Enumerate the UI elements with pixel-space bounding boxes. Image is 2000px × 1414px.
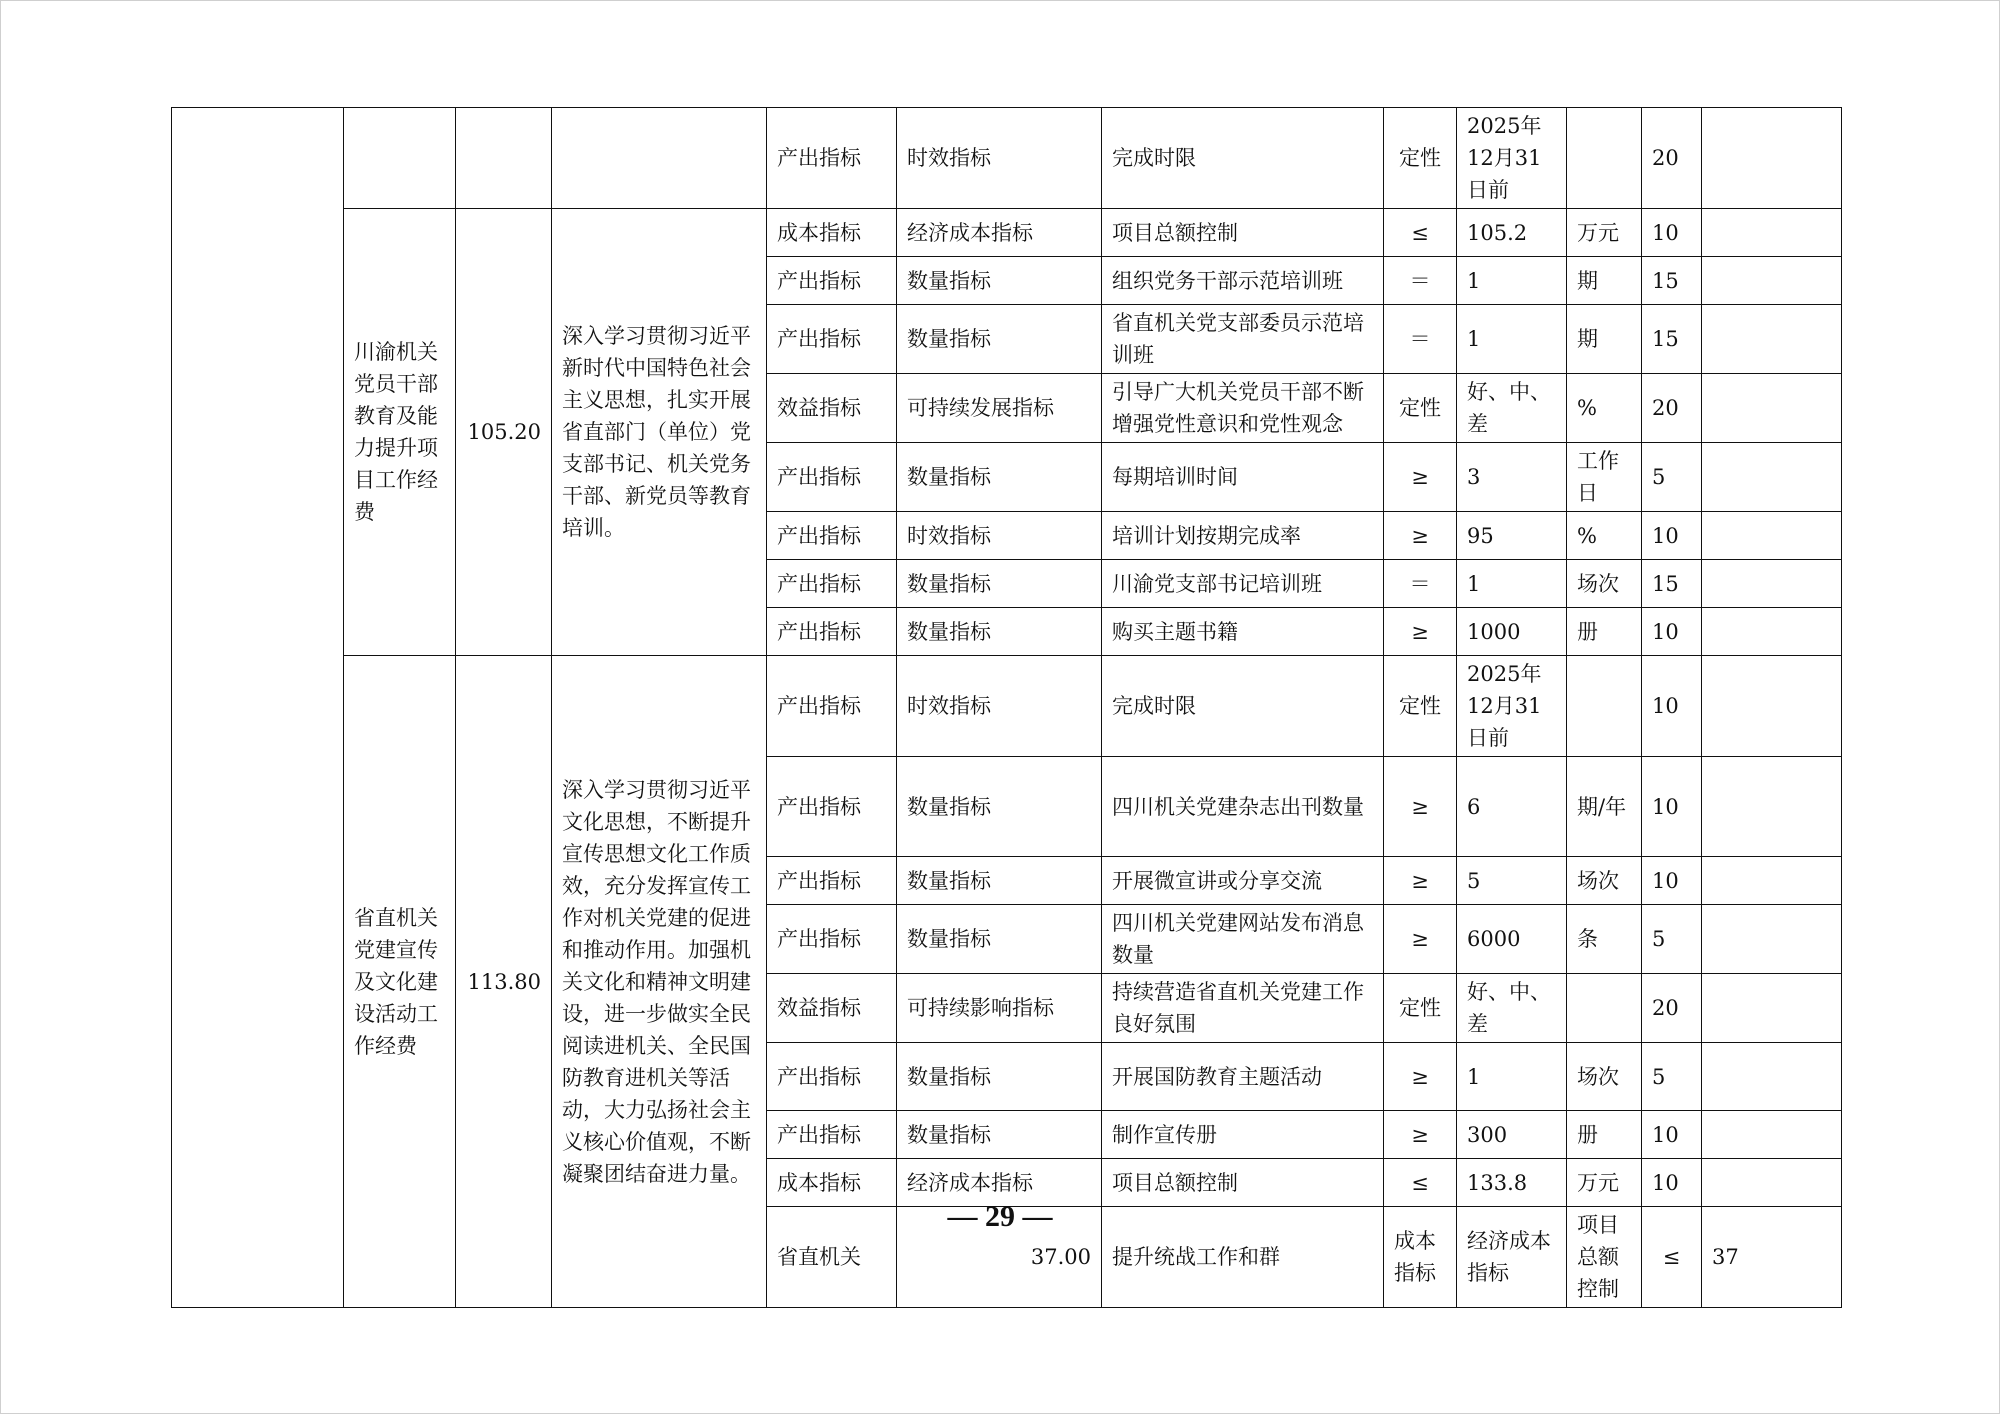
indicator-weight: 20 [1642,374,1702,443]
indicator-unit: 万元 [1567,209,1642,257]
indicator-value: 300 [1457,1111,1567,1159]
indicator-value: 37 [1702,1207,1842,1308]
indicator-weight: 15 [1642,257,1702,305]
indicator-operator: 定性 [1384,656,1457,757]
indicator-unit [1567,656,1642,757]
indicator-value: 1 [1457,560,1567,608]
indicator-value: 2025年12月31日前 [1457,108,1567,209]
indicator-category: 成本指标 [1384,1207,1457,1308]
indicator-unit: 册 [1567,608,1642,656]
indicator-subcategory: 时效指标 [897,108,1102,209]
indicator-unit: 场次 [1567,857,1642,905]
performance-indicator-table [171,107,1842,1308]
indicator-weight: 10 [1642,857,1702,905]
indicator-category: 产出指标 [767,608,897,656]
remark-cell [1702,560,1842,608]
indicator-unit: 期 [1567,257,1642,305]
indicator-name: 持续营造省直机关党建工作良好氛围 [1102,974,1384,1043]
indicator-weight: 20 [1642,108,1702,209]
project-name: 省直机关党建宣传及文化建设活动工作经费 [344,656,456,1308]
indicator-category: 产出指标 [767,305,897,374]
indicator-name: 四川机关党建网站发布消息数量 [1102,905,1384,974]
indicator-value: 好、中、差 [1457,974,1567,1043]
indicator-value: 5 [1457,857,1567,905]
indicator-unit: % [1567,374,1642,443]
indicator-name: 每期培训时间 [1102,443,1384,512]
indicator-name: 完成时限 [1102,656,1384,757]
project-amount: 105.20 [456,209,552,656]
indicator-unit: 条 [1567,905,1642,974]
indicator-subcategory: 数量指标 [897,443,1102,512]
indicator-weight: 10 [1642,1111,1702,1159]
indicator-unit: 期 [1567,305,1642,374]
indicator-category: 产出指标 [767,757,897,857]
indicator-weight: 10 [1642,757,1702,857]
indicator-category: 效益指标 [767,974,897,1043]
indicator-operator: ≥ [1384,1111,1457,1159]
indicator-subcategory: 数量指标 [897,560,1102,608]
indicator-category: 产出指标 [767,257,897,305]
page-number: — 29 — [947,1200,1053,1233]
remark-cell [1702,374,1842,443]
indicator-name: 省直机关党支部委员示范培训班 [1102,305,1384,374]
indicator-value: 6000 [1457,905,1567,974]
indicator-unit: 场次 [1567,1043,1642,1111]
indicator-name: 开展微宣讲或分享交流 [1102,857,1384,905]
indicator-name: 开展国防教育主题活动 [1102,1043,1384,1111]
indicator-category: 产出指标 [767,1043,897,1111]
indicator-category: 效益指标 [767,374,897,443]
indicator-name: 制作宣传册 [1102,1111,1384,1159]
project-name: 川渝机关党员干部教育及能力提升项目工作经费 [344,209,456,656]
remark-cell [1702,656,1842,757]
indicator-unit [1567,108,1642,209]
indicator-name: 完成时限 [1102,108,1384,209]
indicator-name: 项目总额控制 [1102,1159,1384,1207]
indicator-subcategory: 可持续发展指标 [897,374,1102,443]
indicator-subcategory: 可持续影响指标 [897,974,1102,1043]
indicator-operator: ≤ [1384,1159,1457,1207]
remark-cell [1702,608,1842,656]
indicator-category: 产出指标 [767,443,897,512]
indicator-subcategory: 数量指标 [897,857,1102,905]
indicator-category: 成本指标 [767,209,897,257]
indicator-name: 组织党务干部示范培训班 [1102,257,1384,305]
remark-cell [1702,757,1842,857]
table-row [172,209,1842,257]
indicator-subcategory: 时效指标 [897,512,1102,560]
indicator-subcategory: 数量指标 [897,905,1102,974]
indicator-weight: 10 [1642,209,1702,257]
indicator-value: 好、中、差 [1457,374,1567,443]
indicator-subcategory: 时效指标 [897,656,1102,757]
indicator-unit: 工作日 [1567,443,1642,512]
indicator-name: 项目总额控制 [1567,1207,1642,1308]
remark-cell [1702,512,1842,560]
indicator-operator: 定性 [1384,108,1457,209]
project-amount: 37.00 [897,1207,1102,1308]
indicator-value: 3 [1457,443,1567,512]
indicator-operator: ≤ [1384,209,1457,257]
indicator-subcategory: 数量指标 [897,305,1102,374]
indicator-value: 1 [1457,305,1567,374]
remark-cell [1702,905,1842,974]
indicator-operator: ＝ [1384,305,1457,374]
indicator-operator: ≥ [1384,443,1457,512]
table-row [172,108,1842,209]
project-amount-cell-blank [456,108,552,209]
indicator-category: 产出指标 [767,857,897,905]
indicator-operator: ≥ [1384,1043,1457,1111]
indicator-name: 川渝党支部书记培训班 [1102,560,1384,608]
indicator-subcategory: 经济成本指标 [1457,1207,1567,1308]
indicator-unit: % [1567,512,1642,560]
indicator-weight: 5 [1642,1043,1702,1111]
project-goal-cell-blank [552,108,767,209]
remark-cell [1702,108,1842,209]
indicator-value: 1 [1457,1043,1567,1111]
indicator-unit: 期/年 [1567,757,1642,857]
indicator-weight: 20 [1642,974,1702,1043]
indicator-operator: 定性 [1384,374,1457,443]
indicator-unit: 万元 [1567,1159,1642,1207]
indicator-weight: 10 [1642,512,1702,560]
indicator-category: 产出指标 [767,1111,897,1159]
indicator-weight: 5 [1642,443,1702,512]
project-goal: 深入学习贯彻习近平新时代中国特色社会主义思想，扎实开展省直部门（单位）党支部书记、机关党务干部、新党员等教育培训。 [552,209,767,656]
indicator-value: 1 [1457,257,1567,305]
indicator-operator: ≥ [1384,757,1457,857]
project-amount: 113.80 [456,656,552,1308]
indicator-operator: ≥ [1384,512,1457,560]
remark-cell [1702,443,1842,512]
remark-cell [1702,857,1842,905]
indicator-subcategory: 经济成本指标 [897,209,1102,257]
indicator-category: 成本指标 [767,1159,897,1207]
remark-cell [1702,974,1842,1043]
indicator-subcategory: 数量指标 [897,608,1102,656]
indicator-unit: 场次 [1567,560,1642,608]
indicator-unit [1567,974,1642,1043]
indicator-subcategory: 数量指标 [897,1043,1102,1111]
indicator-category: 产出指标 [767,656,897,757]
table-row [172,656,1842,757]
indicator-name: 购买主题书籍 [1102,608,1384,656]
indicator-value: 95 [1457,512,1567,560]
indicator-weight: 10 [1642,656,1702,757]
indicator-weight: 15 [1642,305,1702,374]
project-goal: 提升统战工作和群 [1102,1207,1384,1308]
indicator-weight: 10 [1642,1159,1702,1207]
indicator-value: 6 [1457,757,1567,857]
indicator-weight: 10 [1642,608,1702,656]
indicator-subcategory: 数量指标 [897,757,1102,857]
indicator-operator: ≥ [1384,905,1457,974]
indicator-subcategory: 经济成本指标 [897,1159,1102,1207]
remark-cell [1702,1111,1842,1159]
indicator-name: 引导广大机关党员干部不断增强党性意识和党性观念 [1102,374,1384,443]
remark-cell [1702,209,1842,257]
indicator-operator: ≥ [1384,608,1457,656]
indicator-category: 产出指标 [767,560,897,608]
department-cell-blank [172,108,344,1308]
indicator-weight: 15 [1642,560,1702,608]
project-goal: 深入学习贯彻习近平文化思想，不断提升宣传思想文化工作质效，充分发挥宣传工作对机关党建的促进和推动作用。加强机关文化和精神文明建设，进一步做实全民阅读进机关、全民国防教育进机关等活动，大力弘扬社会主义核心价值观，不断凝聚团结奋进力量。 [552,656,767,1308]
indicator-value: 133.8 [1457,1159,1567,1207]
indicator-value: 2025年12月31日前 [1457,656,1567,757]
remark-cell [1702,257,1842,305]
indicator-subcategory: 数量指标 [897,257,1102,305]
indicator-operator: ≥ [1384,857,1457,905]
indicator-operator: ≤ [1642,1207,1702,1308]
project-name: 省直机关 [767,1207,897,1308]
indicator-category: 产出指标 [767,905,897,974]
indicator-operator: ＝ [1384,257,1457,305]
indicator-name: 培训计划按期完成率 [1102,512,1384,560]
indicator-name: 项目总额控制 [1102,209,1384,257]
indicator-category: 产出指标 [767,512,897,560]
indicator-name: 四川机关党建杂志出刊数量 [1102,757,1384,857]
project-name-cell-blank [344,108,456,209]
indicator-operator: 定性 [1384,974,1457,1043]
indicator-unit: 册 [1567,1111,1642,1159]
remark-cell [1702,305,1842,374]
indicator-value: 105.2 [1457,209,1567,257]
indicator-category: 产出指标 [767,108,897,209]
remark-cell [1702,1043,1842,1111]
indicator-weight: 5 [1642,905,1702,974]
indicator-subcategory: 数量指标 [897,1111,1102,1159]
indicator-value: 1000 [1457,608,1567,656]
indicator-operator: ＝ [1384,560,1457,608]
